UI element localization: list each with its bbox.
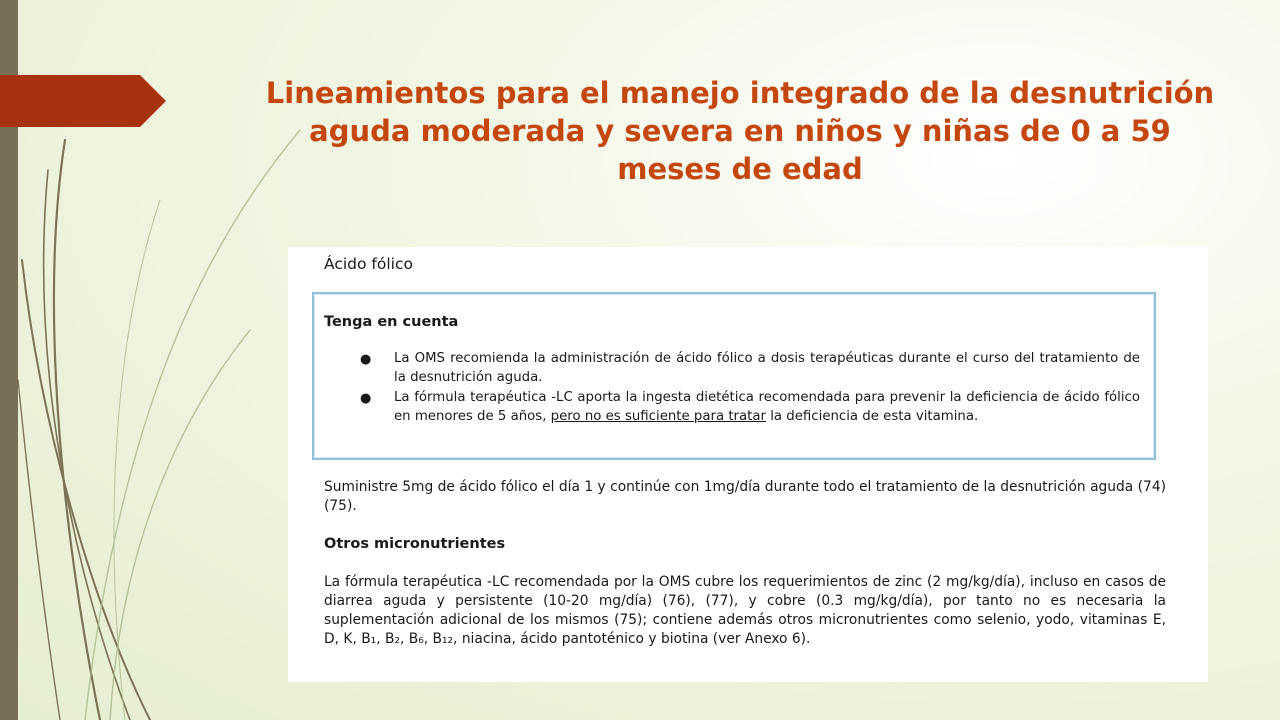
title-arrow-accent bbox=[0, 75, 166, 127]
document-excerpt bbox=[288, 247, 1208, 682]
note-bullet-text-start: La fórmula terapéutica -LC aporta la ingesta dietética recomendada para prevenir la deficiencia de ácido fólico en menores de 5 años, bbox=[394, 390, 1140, 424]
note-bullet-text: La OMS recomienda la administración de ácido fólico a dosis terapéuticas durante el curso del tratamiento de la desnutrición aguda. bbox=[394, 351, 1140, 385]
slide-title: Lineamientos para el manejo integrado de la desnutrición aguda moderada y severa en niños y niñas de 0 a 59 meses de edad bbox=[265, 76, 1215, 186]
note-bullet-list bbox=[314, 350, 1154, 428]
note-bullet-underlined-text: pero no es suficiente para tratar bbox=[550, 408, 767, 424]
note-box bbox=[312, 292, 1156, 460]
note-bullet-1 bbox=[314, 350, 1154, 387]
micronutrients-paragraph: La fórmula terapéutica -LC recomendada por la OMS cubre los requerimientos de zinc (2 mg/kg/día), incluso en casos de diarrea aguda y persistente (10-20 mg/día) (76), (77), y cobre (0.3 mg/kg/día), por tanto no es necesaria la suplementación adicional de los mismos (75); contiene además otros micronutrientes como selenio, yodo, vitaminas E, D, K, B₁, B₂, B₆, B₁₂, niacina, ácido pantoténico y biotina (ver Anexo 6). bbox=[324, 574, 1166, 647]
folic-acid-dosage-paragraph: Suministre 5mg de ácido fólico el día 1 y continúe con 1mg/día durante todo el tratamiento de la desnutrición aguda (74) (75). bbox=[324, 479, 1166, 514]
micronutrients-subheading: Otros micronutrientes bbox=[324, 536, 506, 552]
note-bullet-2 bbox=[314, 389, 1154, 426]
doc-heading: Ácido fólico bbox=[324, 255, 413, 273]
bullet-icon: ● bbox=[360, 352, 372, 367]
bullet-icon: ● bbox=[360, 391, 372, 406]
note-box-title: Tenga en cuenta bbox=[324, 314, 459, 330]
note-bullet-text-end: la deficiencia de esta vitamina. bbox=[766, 408, 979, 424]
